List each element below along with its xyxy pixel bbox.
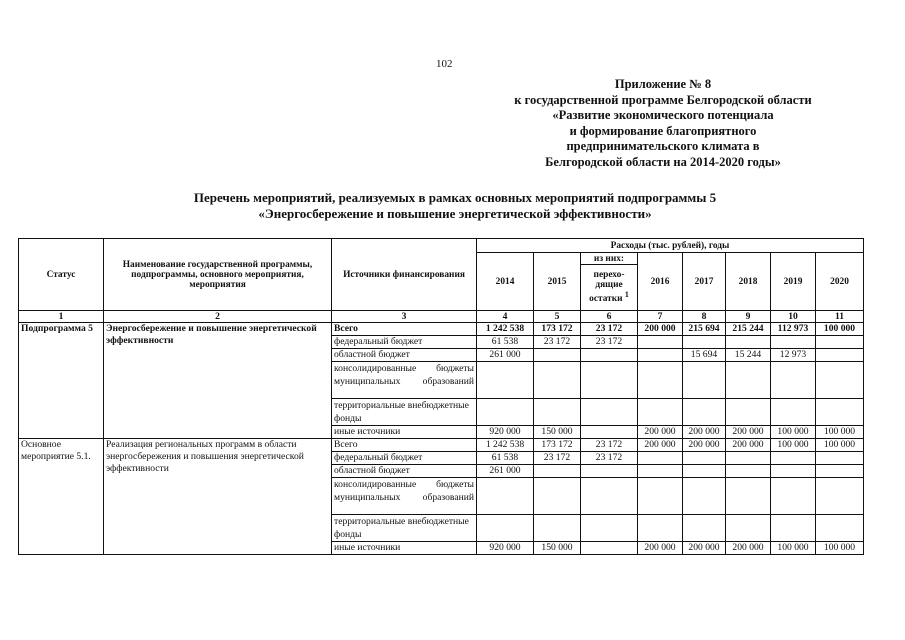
value-cell [771,452,816,465]
header-transition-text: перехо-дящие остатки [589,270,625,305]
title-line-2: «Энергосбережение и повышение энергетической эффективности» [258,206,652,221]
value-cell: 100 000 [771,426,816,439]
value-cell: 61 538 [477,336,534,349]
value-cell [534,399,581,426]
column-number: 11 [816,311,864,323]
value-cell: 200 000 [638,542,683,555]
value-cell: 200 000 [726,426,771,439]
value-cell: 23 172 [581,336,638,349]
column-number: 5 [534,311,581,323]
source-cell: иные источники [332,426,477,439]
value-cell: 15 694 [683,349,726,362]
value-cell [638,336,683,349]
value-cell: 200 000 [683,439,726,452]
header-of-them: из них: [581,253,638,265]
source-cell: Всего [332,439,477,452]
column-number: 8 [683,311,726,323]
column-number: 4 [477,311,534,323]
column-number: 6 [581,311,638,323]
value-cell [771,478,816,515]
value-cell: 100 000 [816,323,864,336]
value-cell [534,478,581,515]
status-cell: Подпрограмма 5 [19,323,104,439]
appendix-line: к государственной программе Белгородской области [514,92,812,107]
value-cell: 23 172 [581,323,638,336]
value-cell: 200 000 [638,439,683,452]
value-cell [726,452,771,465]
header-year-2014: 2014 [477,253,534,311]
value-cell [581,465,638,478]
header-expenses: Расходы (тыс. рублей), годы [477,239,864,253]
value-cell [816,336,864,349]
appendix-line: Приложение № 8 [614,77,712,91]
value-cell [771,515,816,542]
value-cell [771,336,816,349]
header-year-2020: 2020 [816,253,864,311]
value-cell: 100 000 [816,439,864,452]
value-cell: 1 242 538 [477,439,534,452]
value-cell: 112 973 [771,323,816,336]
value-cell [477,399,534,426]
value-cell [726,336,771,349]
appendix-line: и формирование благоприятного [569,123,757,138]
value-cell [638,515,683,542]
source-cell: консолидированные бюджеты муниципальных образований [332,478,477,515]
source-cell: федеральный бюджет [332,336,477,349]
value-cell [534,362,581,399]
value-cell [477,478,534,515]
value-cell: 173 172 [534,323,581,336]
source-cell: Всего [332,323,477,336]
value-cell [534,349,581,362]
source-cell: областной бюджет [332,349,477,362]
value-cell [683,399,726,426]
value-cell [581,362,638,399]
value-cell [534,465,581,478]
value-cell: 920 000 [477,426,534,439]
name-cell: Реализация региональных программ в области энергосбережения и повышения энергетической эффективности [104,439,332,555]
value-cell: 200 000 [638,426,683,439]
source-cell: областной бюджет [332,465,477,478]
value-cell [638,478,683,515]
footnote-marker: 1 [624,290,629,300]
value-cell [771,399,816,426]
value-cell: 920 000 [477,542,534,555]
appendix-line: «Развитие экономического потенциала [552,108,774,122]
header-transition-balances [581,265,638,311]
value-cell: 215 694 [683,323,726,336]
value-cell [816,362,864,399]
value-cell: 23 172 [534,336,581,349]
value-cell [816,465,864,478]
value-cell: 150 000 [534,542,581,555]
appendix-heading [480,77,846,170]
appendix-line: Белгородской области на 2014-2020 годы» [545,154,781,169]
measures-table [18,238,864,555]
value-cell: 100 000 [771,439,816,452]
value-cell [771,465,816,478]
table-row [19,439,864,452]
header-year-2015: 2015 [534,253,581,311]
column-number: 1 [19,311,104,323]
value-cell [816,452,864,465]
value-cell [581,478,638,515]
source-cell: территориальные внебюджетные фонды [332,399,477,426]
value-cell [683,515,726,542]
header-year-2016: 2016 [638,253,683,311]
value-cell [638,452,683,465]
value-cell [816,399,864,426]
value-cell [581,515,638,542]
value-cell: 1 242 538 [477,323,534,336]
value-cell [726,399,771,426]
value-cell [683,478,726,515]
value-cell [638,465,683,478]
value-cell [581,399,638,426]
value-cell [683,452,726,465]
value-cell [726,478,771,515]
value-cell [683,336,726,349]
value-cell [638,399,683,426]
source-cell: территориальные внебюджетные фонды [332,515,477,542]
appendix-line: предпринимательского климата в [566,139,760,153]
value-cell: 200 000 [683,426,726,439]
value-cell [726,362,771,399]
header-year-2017: 2017 [683,253,726,311]
value-cell: 200 000 [726,439,771,452]
value-cell: 100 000 [816,542,864,555]
value-cell [534,515,581,542]
value-cell: 100 000 [771,542,816,555]
source-cell: консолидированные бюджеты муниципальных образований [332,362,477,399]
value-cell: 200 000 [638,323,683,336]
page-number: 102 [436,58,453,70]
value-cell: 261 000 [477,349,534,362]
column-number: 10 [771,311,816,323]
table-row [19,323,864,336]
value-cell [683,362,726,399]
status-cell: Основное мероприятие 5.1. [19,439,104,555]
value-cell: 150 000 [534,426,581,439]
title-line-1: Перечень мероприятий, реализуемых в рамках основных мероприятий подпрограммы 5 [193,190,717,205]
value-cell: 100 000 [816,426,864,439]
value-cell: 15 244 [726,349,771,362]
value-cell: 261 000 [477,465,534,478]
column-number: 9 [726,311,771,323]
value-cell: 23 172 [534,452,581,465]
value-cell: 173 172 [534,439,581,452]
source-cell: иные источники [332,542,477,555]
value-cell [581,349,638,362]
document-title [70,190,840,222]
header-sources: Источники финансирования [332,239,477,311]
value-cell [638,362,683,399]
source-cell: федеральный бюджет [332,452,477,465]
column-number: 7 [638,311,683,323]
value-cell [683,465,726,478]
value-cell [581,542,638,555]
value-cell: 23 172 [581,452,638,465]
column-number: 2 [104,311,332,323]
value-cell [816,349,864,362]
value-cell [816,478,864,515]
value-cell: 23 172 [581,439,638,452]
name-cell: Энергосбережение и повышение энергетической эффективности [104,323,332,439]
value-cell [581,426,638,439]
header-name: Наименование государственной программы, подпрограммы, основного мероприятия, мероприятия [104,239,332,311]
value-cell [771,362,816,399]
value-cell [816,515,864,542]
value-cell: 200 000 [683,542,726,555]
value-cell: 200 000 [726,542,771,555]
value-cell [477,515,534,542]
value-cell [726,515,771,542]
value-cell: 61 538 [477,452,534,465]
header-status: Статус [19,239,104,311]
value-cell: 215 244 [726,323,771,336]
value-cell [638,349,683,362]
value-cell [477,362,534,399]
header-year-2019: 2019 [771,253,816,311]
header-year-2018: 2018 [726,253,771,311]
value-cell: 12 973 [771,349,816,362]
column-number: 3 [332,311,477,323]
value-cell [726,465,771,478]
